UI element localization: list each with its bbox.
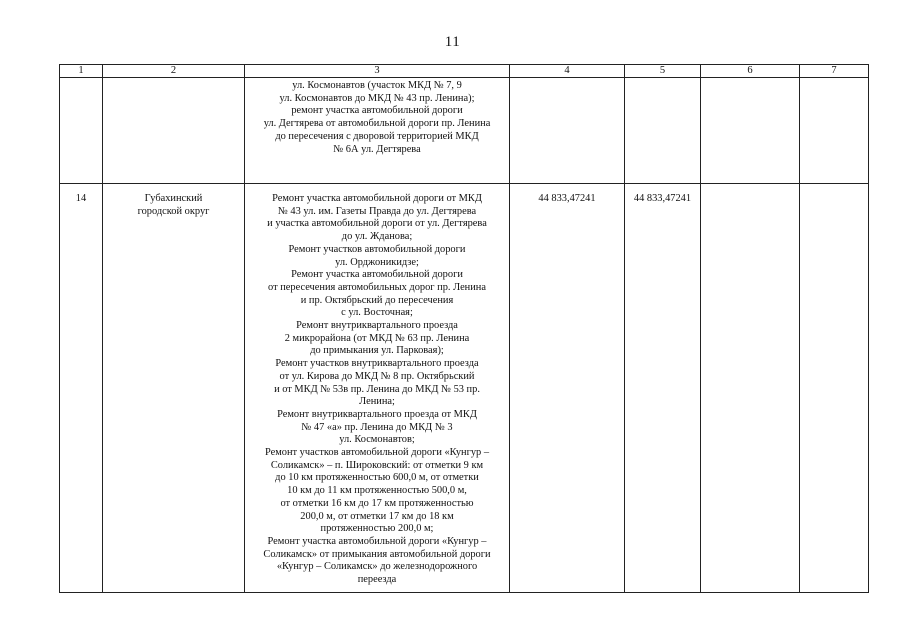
column-header: 5 — [625, 65, 701, 78]
page-number: 11 — [444, 34, 461, 50]
empty-cell — [800, 78, 869, 184]
empty-cell — [800, 184, 869, 593]
row-number-cell: 14 — [60, 184, 103, 593]
column-header: 6 — [701, 65, 800, 78]
table-row — [60, 78, 869, 184]
empty-cell — [701, 78, 800, 184]
amount-cell — [625, 78, 701, 184]
empty-cell — [701, 184, 800, 593]
row-number-cell — [60, 78, 103, 184]
municipality-cell: Губахинский городской округ — [103, 184, 245, 593]
data-table — [59, 64, 869, 593]
amount-cell: 44 833,47241 — [625, 184, 701, 593]
table-header-row — [60, 65, 869, 78]
column-header: 1 — [60, 65, 103, 78]
column-header: 2 — [103, 65, 245, 78]
table-row — [60, 184, 869, 593]
column-header: 7 — [800, 65, 869, 78]
column-header: 3 — [245, 65, 510, 78]
description-cell: Ремонт участка автомобильной дороги от МКД № 43 ул. им. Газеты Правда до ул. Дегтярева и участка автомобильной дороги от ул. Дегтярева до ул. Жданова; Ремонт участков автомобильной дороги ул. Орджоникидзе; Ремонт участка автомобильной дороги от пересечения автомобильных дорог пр. Ленина и пр. Октябрьский до пересечения с ул. Восточная; Ремонт внутриквартального проезда 2 микрорайона (от МКД № 63 пр. Ленина до примыкания ул. Парковая); Ремонт участков внутриквартального проезда от ул. Кирова до МКД № 8 пр. Октябрьский и от МКД № 53в пр. Ленина до МКД № 53 пр. Ленина; Ремонт внутриквартального проезда от МКД № 47 «а» пр. Ленина до МКД № 3 ул. Космонавтов; Ремонт участков автомобильной дороги «Кунгур – Соликамск» – п. Широковский: от отметки 9 км до 10 км протяженностью 600,0 м, от отметки 10 км до 11 км протяженностью 500,0 м, от отметки 16 км до 17 км протяженностью 200,0 м, от отметки 17 км до 18 км протяженностью 200,0 м; Ремонт участка автомобильной дороги «Кунгур – Соликамск» от примыкания автомобильной дороги «Кунгур – Соликамск» до железнодорожного переезда — [245, 184, 510, 593]
municipality-cell — [103, 78, 245, 184]
column-header: 4 — [510, 65, 625, 78]
amount-cell: 44 833,47241 — [510, 184, 625, 593]
description-cell: ул. Космонавтов (участок МКД № 7, 9 ул. Космонавтов до МКД № 43 пр. Ленина); ремонт участка автомобильной дороги ул. Дегтярева от автомобильной дороги пр. Ленина до пересечения с дворовой территорией МКД № 6А ул. Дегтярева — [245, 78, 510, 184]
amount-cell — [510, 78, 625, 184]
